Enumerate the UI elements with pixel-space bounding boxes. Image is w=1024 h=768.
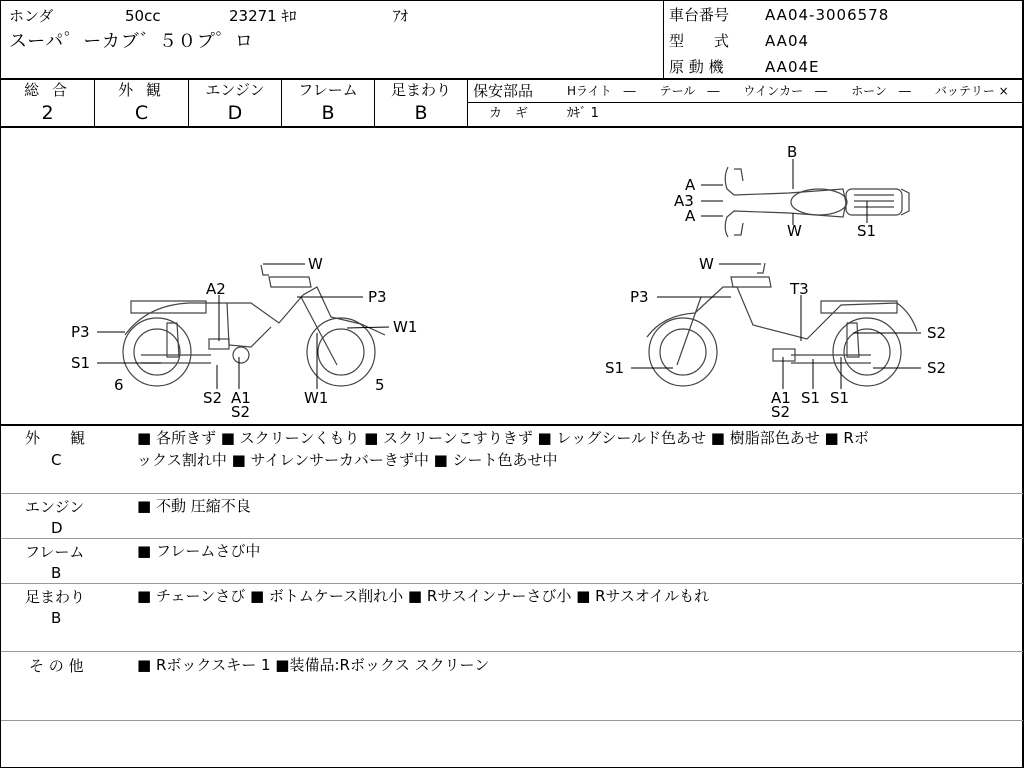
engine-label: 原 動 機 — [669, 58, 724, 76]
section-divider — [1, 424, 1023, 426]
detail-text-engine: ■ 不動 圧縮不良 — [137, 497, 251, 515]
frame-grade: B — [321, 102, 335, 124]
maker: ホンダ — [9, 7, 54, 25]
mileage: 23271 ｷﾛ — [229, 7, 297, 25]
left-view-label: 5 — [375, 376, 385, 394]
frame-no-label: 車台番号 — [669, 6, 730, 24]
type-value: AA04 — [765, 32, 810, 50]
damage-diagrams — [1, 127, 1023, 427]
frame-no: AA04-3006578 — [765, 6, 890, 24]
detail-label-other: そ の 他 — [29, 657, 84, 675]
key-value: ｶｷﾞ 1 — [567, 106, 599, 121]
right-view-label: S2 — [927, 324, 947, 342]
detail-text-frame: ■ フレームさび中 — [137, 542, 261, 560]
exterior-label: 外 観 — [118, 81, 165, 99]
overall-label: 総 合 — [24, 81, 71, 99]
exterior-grade: C — [134, 102, 149, 124]
left-view-label: S1 — [71, 354, 91, 372]
type-label: 型 式 — [669, 32, 730, 50]
engine-grade-label: エンジン — [205, 81, 265, 99]
left-view-label: S2 — [231, 403, 251, 421]
color: ｱｵ — [393, 7, 409, 25]
key-label: カ ギ — [489, 106, 529, 121]
safety-divider — [468, 102, 1023, 103]
suspension-grade-label: 足まわり — [390, 81, 451, 99]
left-view-label: P3 — [368, 288, 387, 306]
safety-items: Hライト ― テール ― ウインカー ― ホーン ― バッテリー × — [567, 84, 1009, 98]
engine-value: AA04E — [765, 58, 820, 76]
detail-text-suspension: ■ チェーンさび ■ ボトムケース削れ小 ■ Rサスインナーさび小 ■ Rサスオイルもれ — [137, 587, 710, 605]
right-view-label: W — [699, 255, 714, 273]
left-view-label: A1 — [231, 389, 251, 407]
detail-grade-exterior: C — [51, 451, 62, 469]
callout-labels — [71, 143, 946, 421]
top-view-label: A — [685, 207, 696, 225]
detail-label-engine: エンジン — [25, 498, 85, 516]
right-view-label: S2 — [927, 359, 947, 377]
right-view-label: T3 — [790, 280, 809, 298]
top-view-label: B — [787, 143, 798, 161]
frame-grade-label: フレーム — [298, 81, 358, 99]
top-view-label: A — [685, 176, 696, 194]
right-view-label: P3 — [630, 288, 649, 306]
detail-divider — [1, 493, 1023, 494]
header-divider — [663, 1, 664, 79]
detail-text-exterior-1: ■ 各所きず ■ スクリーンくもり ■ スクリーンこすりきず ■ レッグシールド色あせ ■ 樹脂部色あせ ■ Rボ — [137, 429, 869, 447]
displacement: 50cc — [125, 7, 161, 25]
top-view-label: A3 — [674, 192, 694, 210]
detail-label-frame: フレーム — [25, 543, 85, 561]
top-view-label: S1 — [857, 222, 877, 240]
left-view-label: A2 — [206, 280, 226, 298]
detail-grade-suspension: B — [51, 609, 62, 627]
left-view-label: P3 — [71, 323, 90, 341]
detail-grade-engine: D — [51, 519, 63, 537]
detail-divider — [1, 538, 1023, 539]
detail-label-suspension: 足まわり — [25, 588, 86, 606]
engine-grade: D — [227, 102, 243, 124]
safety-label: 保安部品 — [473, 82, 534, 100]
left-view-label: 6 — [114, 376, 124, 394]
right-view-label: S2 — [771, 403, 791, 421]
left-view-label: W1 — [304, 389, 329, 407]
right-view-label: S1 — [801, 389, 821, 407]
top-view-label: W — [787, 222, 802, 240]
top-view-scooter-drawing — [725, 167, 909, 237]
left-view-label: W1 — [393, 318, 418, 336]
grade-divider — [467, 79, 468, 127]
left-view-scooter-drawing — [123, 265, 385, 386]
row-divider — [1, 78, 1023, 80]
detail-divider — [1, 583, 1023, 584]
overall-grade: 2 — [41, 102, 54, 124]
detail-text-exterior-2: ックス割れ中 ■ サイレンサーカバーきず中 ■ シート色あせ中 — [137, 451, 558, 469]
model-name: スーパ゜ーカブ゛５０プ゜ロ — [9, 31, 254, 52]
detail-label-exterior: 外 観 — [25, 429, 86, 447]
right-view-label: A1 — [771, 389, 791, 407]
detail-divider — [1, 720, 1023, 721]
left-view-label: W — [308, 255, 323, 273]
suspension-grade: B — [414, 102, 428, 124]
detail-text-other: ■ Rボックスキー 1 ■装備品:Rボックス スクリーン — [137, 656, 490, 674]
left-view-label: S2 — [203, 389, 223, 407]
detail-divider — [1, 651, 1023, 652]
right-view-label: S1 — [830, 389, 850, 407]
right-view-label: S1 — [605, 359, 625, 377]
detail-grade-frame: B — [51, 564, 62, 582]
